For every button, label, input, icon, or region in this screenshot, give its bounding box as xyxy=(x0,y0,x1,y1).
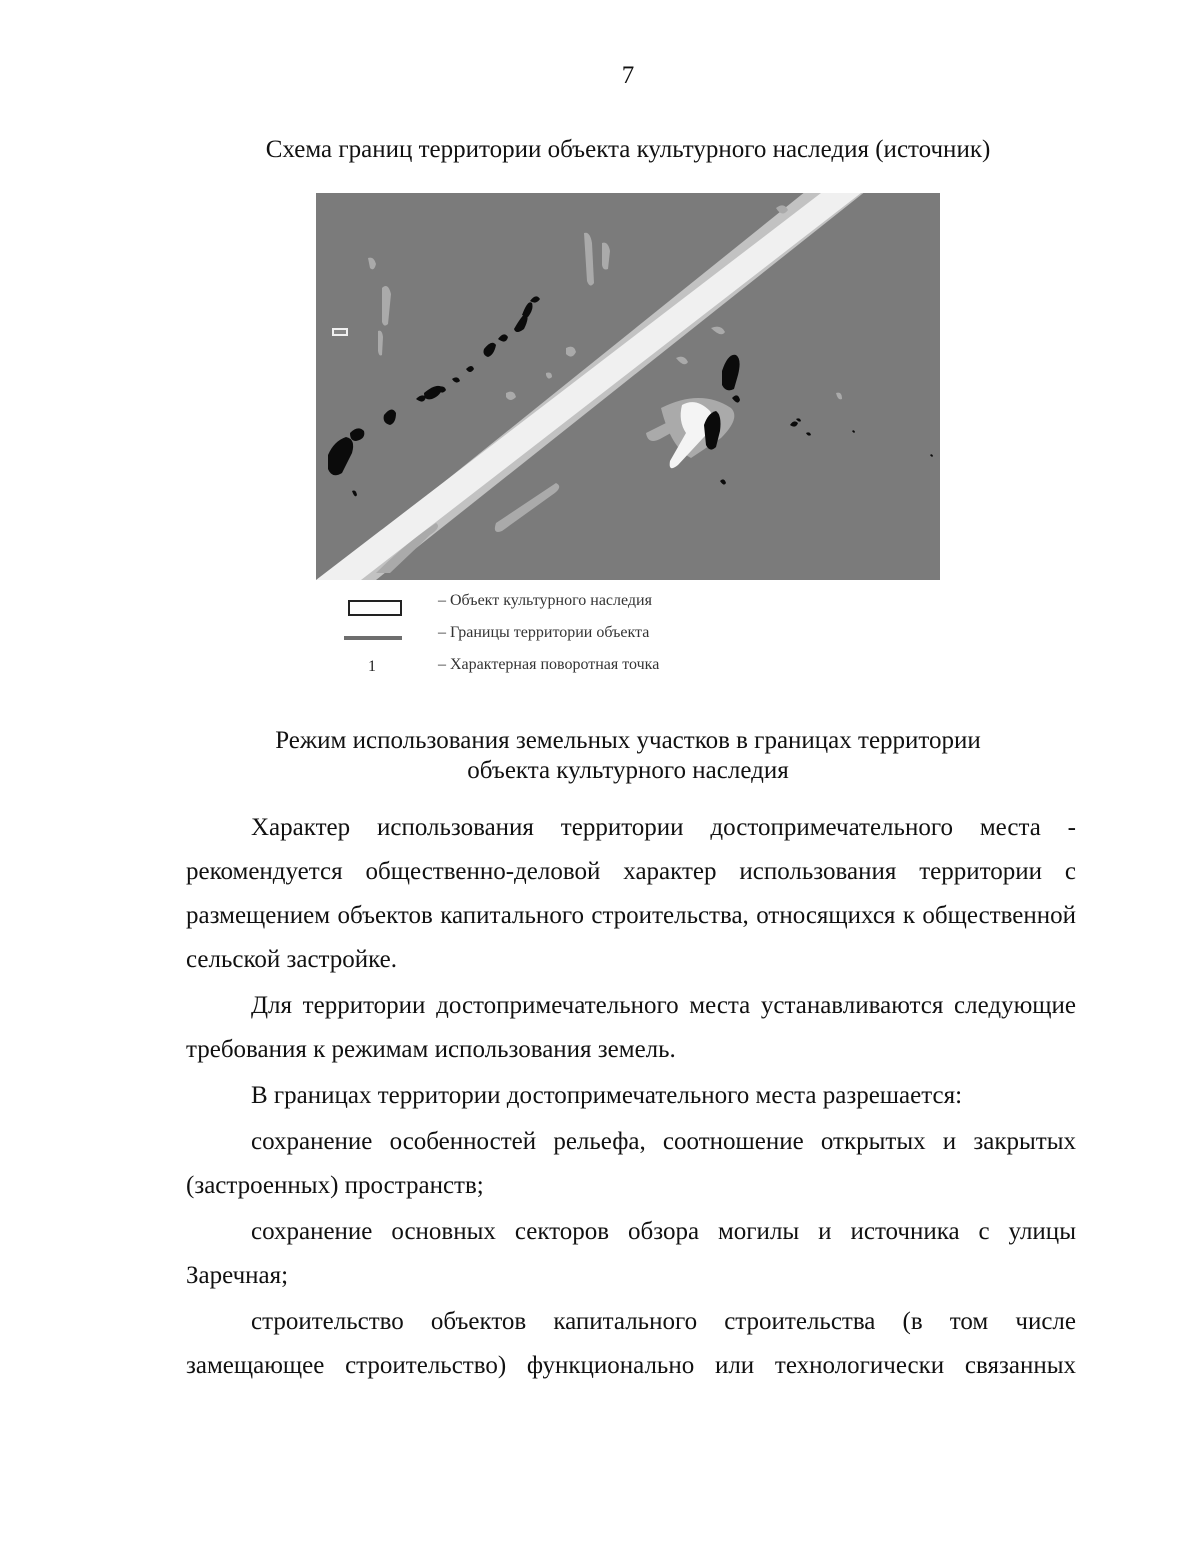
paragraph: Для территории достопримечательного места устанавливаются следующие требования к режимам использования земель. xyxy=(186,992,1076,1063)
legend xyxy=(340,590,760,686)
legend-point-text: – Характерная поворотная точка xyxy=(438,656,660,673)
paragraph: строительство объектов капитального строительства (в том числе замещающее строительство) функционально или технологически связанных xyxy=(186,1308,1076,1379)
paragraph: В границах территории достопримечательного места разрешается: xyxy=(251,1082,963,1109)
legend-boundary-text: – Границы территории объекта xyxy=(438,624,650,641)
paragraph: сохранение основных секторов обзора могилы и источника с улицы Заречная; xyxy=(186,1218,1076,1289)
paragraph: Характер использования территории достопримечательного места - рекомендуется общественно-деловой характер использования территории с размещением объектов капитального строительства, относящихся к общественной сельской застройке. xyxy=(186,814,1076,973)
legend-boundary-symbol xyxy=(344,636,402,640)
body-text xyxy=(186,806,1076,1390)
legend-row-object xyxy=(340,590,760,622)
section-title xyxy=(0,726,1200,786)
boundary-scheme-map xyxy=(316,193,940,580)
section-title-line-1: Режим использования земельных участков в границах территории xyxy=(275,727,981,754)
legend-object-text: – Объект культурного наследия xyxy=(438,592,652,609)
legend-row-point xyxy=(340,654,760,686)
page-number: 7 xyxy=(621,62,635,89)
scheme-title: Схема границ территории объекта культурного наследия (источник) xyxy=(265,136,991,163)
paragraph: сохранение особенностей рельефа, соотношение открытых и закрытых (застроенных) пространств; xyxy=(186,1128,1076,1199)
legend-object-symbol xyxy=(348,600,402,616)
section-title-line-2: объекта культурного наследия xyxy=(467,757,789,784)
legend-row-boundary xyxy=(340,622,760,654)
legend-point-number: 1 xyxy=(368,658,376,675)
